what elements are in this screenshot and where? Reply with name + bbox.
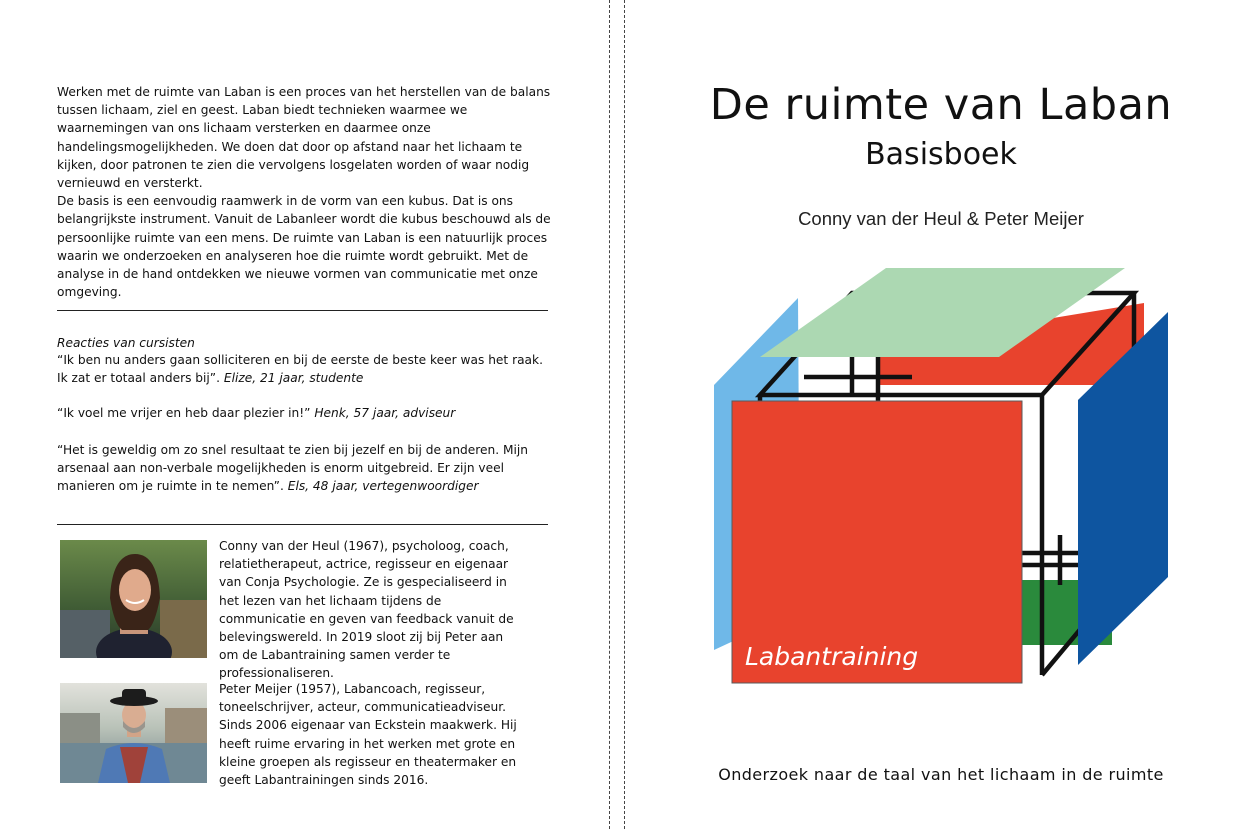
book-subtitle: Basisboek [865,137,1017,172]
author-photo-conny [60,540,207,658]
bio-peter: Peter Meijer (1957), Labancoach, regisseur, toneelschrijver, acteur, communicatieadviseur. Sinds 2006 eigenaar van Eckstein maakwerk. Hij heeft ruime ervaring in het werken met grote en kleine groepen als regisseur en theatermaker en geeft Labantrainingen sinds 2016. [219,682,517,788]
reviews-heading: Reacties van cursisten [57,336,195,350]
bio-conny: Conny van der Heul (1967), psycholoog, coach, relatietherapeut, actrice, regisseur en eigenaar van Conja Psychologie. Ze is gespecialiseerd in het lezen van het lichaam tijdens de communicatie en geven van feedback vanuit de belevingswereld. In 2019 sloot zij bij Peter aan om de Labantraining samen verder te professionaliseren. [219,539,514,681]
book-title: De ruimte van Laban [709,80,1173,130]
laban-cube-illustration [712,265,1172,690]
review-3-author: Els, 48 jaar, vertegenwoordiger [283,479,479,494]
review-1-quote: “Ik ben nu anders gaan solliciteren en bij de eerste de beste keer was het raak. Ik zat er totaal anders bij”. [57,353,543,386]
review-1-author: Elize, 21 jaar, studente [220,371,364,386]
back-cover [0,0,608,829]
review-2-author: Henk, 57 jaar, adviseur [310,406,456,420]
book-authors: Conny van der Heul & Peter Meijer [798,208,1084,229]
review-2 [57,404,552,422]
cube-label: Labantraining [745,642,919,671]
intro-text: Werken met de ruimte van Laban is een proces van het herstellen van de balans tussen lichaam, ziel en geest. Laban biedt technieken waarmee we waarnemingen van ons lichaam versterken en daarmee onze handelingsmogelijkheden. We doen dat door op afstand naar het lichaam te kijken, door patronen te zien die vervolgens losgelaten worden of waar nodig vernieuwd en versterkt. De basis is een eenvoudig raamwerk in de vorm van een kubus. Dat is ons belangrijkste instrument. Vanuit de Labanleer wordt die kubus beschouwd als de persoonlijke ruimte van een mens. De ruimte van Laban is een natuurlijk proces waarin we onderzoeken en analyseren hoe die ruimte wordt gebruikt. Met de analyse in de hand ontdekken we nieuwe vormen van communicatie met onze omgeving. [57,85,551,300]
front-cover [625,0,1237,829]
cube-white-gap [1022,540,1082,580]
divider [57,310,548,311]
author-photo-peter [60,683,207,783]
review-2-quote: “Ik voel me vrijer en heb daar plezier in!” [57,406,311,420]
cube-front-face [732,401,1022,683]
spine-fold-line [609,0,610,829]
book-tagline: Onderzoek naar de taal van het lichaam in de ruimte [718,765,1164,784]
divider [57,524,548,525]
review-3 [57,441,552,496]
review-1 [57,351,552,387]
review-3-quote: “Het is geweldig om zo snel resultaat te zien bij jezelf en bij de anderen. Mijn arsenaal aan non-verbale mogelijkheden is enorm uitgebreid. Er zijn veel manieren om je ruimte in te nemen”. [57,443,528,494]
